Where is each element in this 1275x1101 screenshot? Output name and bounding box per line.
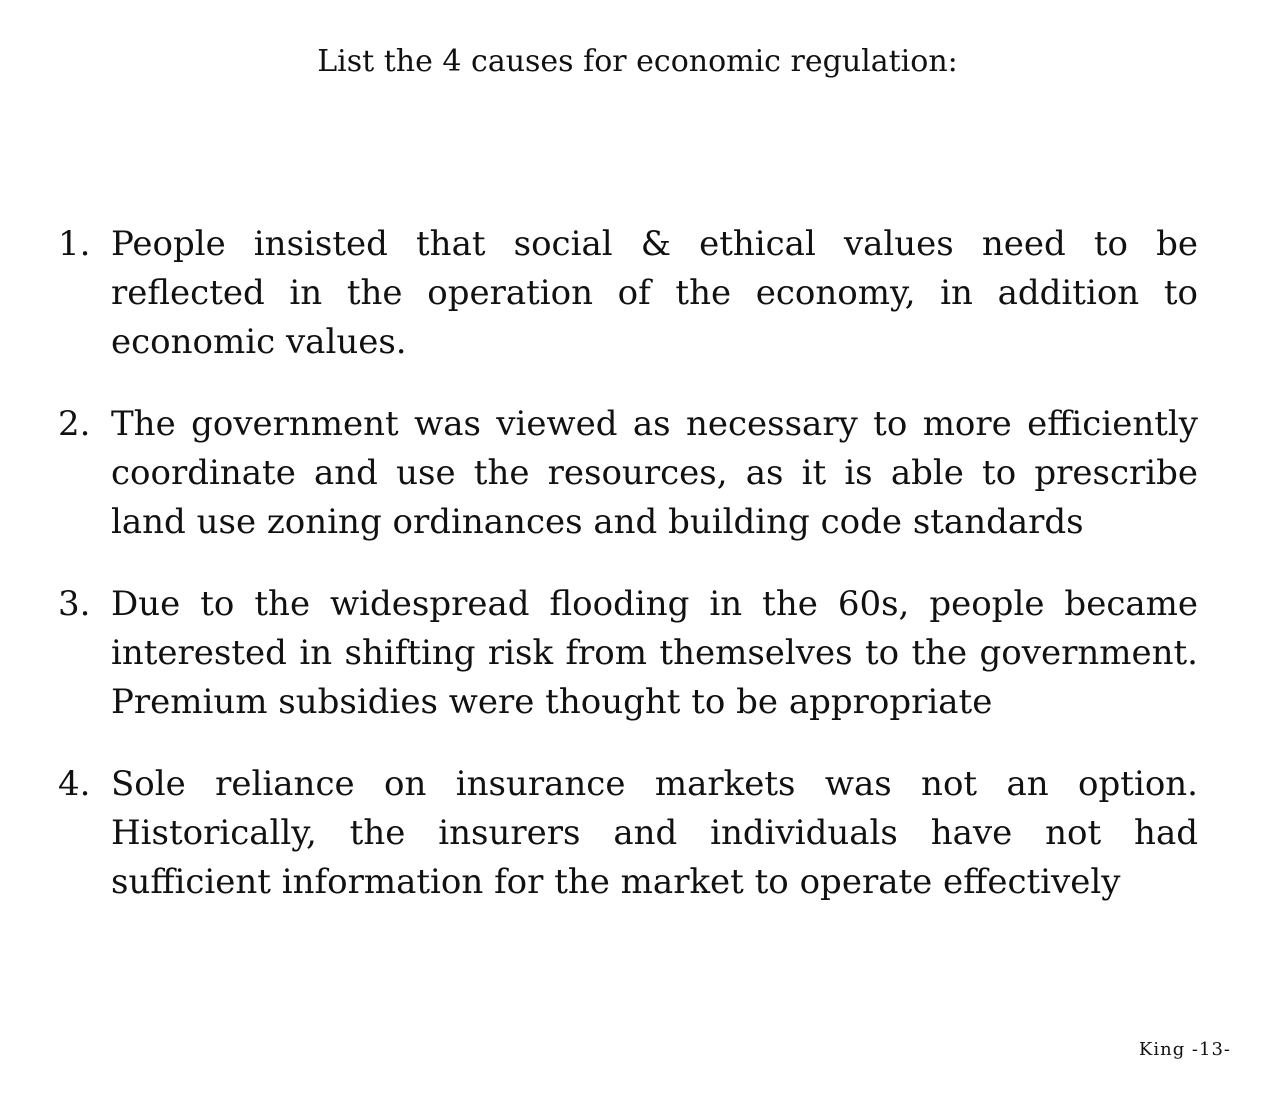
cause-number: 1. [58, 224, 91, 264]
cause-item-2 [58, 400, 1198, 547]
page-title: List the 4 causes for economic regulation: [317, 44, 958, 79]
cause-text: Due to the widespread flooding in the 60s, people became interested in shifting risk from themselves to the government. Premium subsidies were thought to be appropriate [111, 584, 1198, 722]
cause-item-3 [58, 580, 1198, 727]
cause-number: 2. [58, 404, 91, 444]
cause-text: The government was viewed as necessary to more efficiently coordinate and use the resources, as it is able to prescribe land use zoning ordinances and building code standards [111, 404, 1198, 542]
cause-text: Sole reliance on insurance markets was not an option. Historically, the insurers and individuals have not had sufficient information for the market to operate effectively [111, 764, 1198, 902]
cause-text: People insisted that social & ethical values need to be reflected in the operation of the economy, in addition to economic values. [111, 224, 1198, 362]
cause-number: 3. [58, 584, 91, 624]
cause-number: 4. [58, 764, 91, 804]
causes-list [58, 220, 1198, 940]
cause-item-1 [58, 220, 1198, 367]
page-footer: King -13- [1138, 1039, 1231, 1060]
cause-item-4 [58, 760, 1198, 907]
